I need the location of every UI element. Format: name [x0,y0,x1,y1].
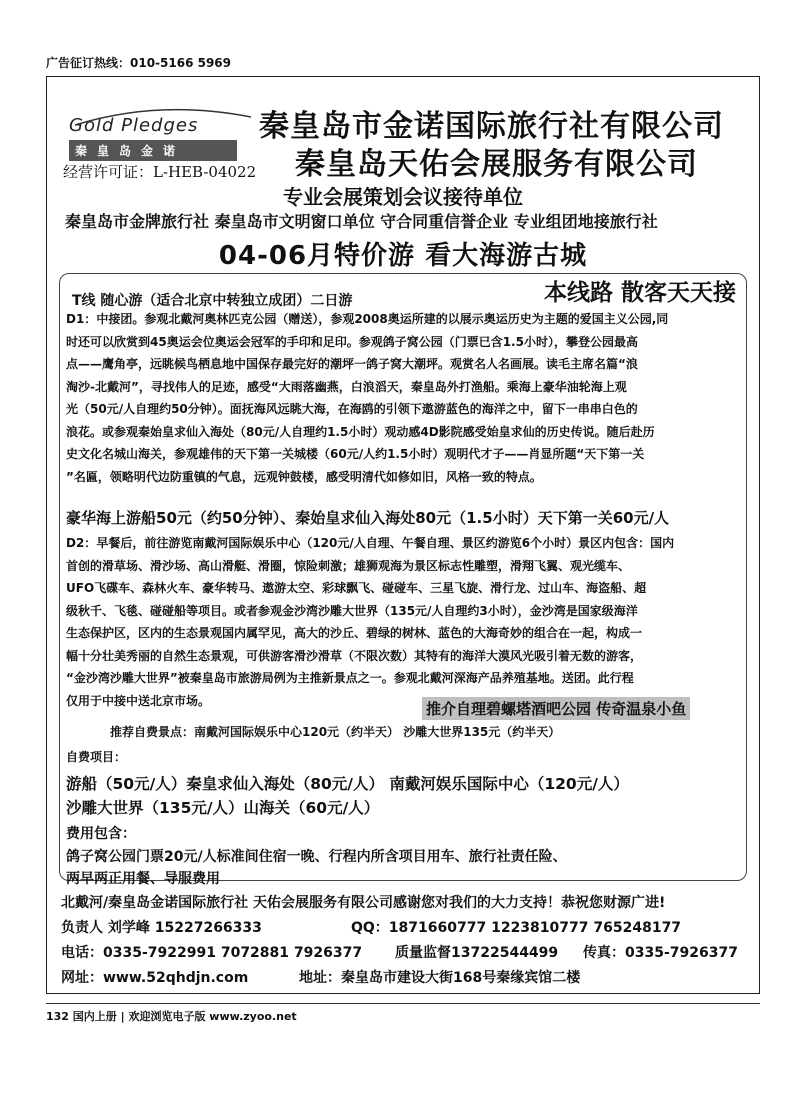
business-license: 经营许可证：L-HEB-04022 [63,163,257,181]
recommended-attractions: 推荐自费景点：南戴河国际娱乐中心120元（约半天） 沙雕大世界135元（约半天） [110,725,561,739]
company-logo [69,107,249,161]
self-pay-label: 自费项目： [66,750,127,764]
company-name-secondary: 秦皇岛天佑会展服务有限公司 [295,147,698,182]
contact-row-2 [61,942,751,962]
contact-row-1 [61,917,751,937]
itinerary-box [59,273,747,887]
optional-prices: 豪华海上游船50元（约50分钟）、秦始皇求仙入海处80元（1.5小时）天下第一关60元/人 [66,509,670,527]
footer-divider [46,1003,760,1004]
self-pay-line: 游船（50元/人）秦皇求仙入海处（80元/人） 南戴河娱乐国际中心（120元/人） [66,775,629,793]
day1-label: D1： [66,312,97,326]
contact-qq: QQ：1871660777 1223810777 765248177 [351,920,682,936]
logo-swoosh-icon [69,103,255,131]
day2-text: 早餐后，前往游览南戴河国际娱乐中心（120元/人自理、午餐自理、景区约游览6个小时）景区内包含：国内 首创的滑草场、滑沙场、高山滑艇、滑圈，惊险刺激；雄狮观海为景区标志性雕塑，滑翔飞翼、观光缆车、 UFO飞碟车、森林火车、豪华转马、遨游太空、彩球飘飞、碰碰车、三星飞旋、滑行龙、过山车、海盗船、超 级秋千、飞毯、碰碰船等项目。或者参观金沙湾沙雕大世界（135元/人自理约3小时），金沙湾是国家级海洋 生态保护区，区内的生态景观国内属罕见，高大的沙丘、碧绿的树林、蓝色的大海奇妙的组合在一起，构成一 幅十分壮美秀丽的自然生态景观，可供游客滑沙滑草（不限次数）其特有的海洋大漠风光吸引着无数的游客， “金沙湾沙雕大世界”被秦皇岛市旅游局例为主推新景点之一。参观北戴河深海产品养殖基地。送团。此行程 仅用于中接中送北京市场。 [66,536,675,708]
advertisement-box [46,76,760,994]
self-pay-items [66,772,629,820]
contact-person: 负责人 刘学峰 15227266333 [61,920,262,936]
slogan-main: 专业会展策划会议接待单位 [283,185,523,209]
self-pay-line: 沙雕大世界（135元/人）山海关（60元/人） [66,799,380,817]
route-badge: 本线路 散客天天接 [543,280,736,306]
contact-row-3 [61,967,751,987]
contact-website: 网址：www.52qhdjn.com [61,970,249,986]
fee-line: 两早两正用餐、导服费用 [66,871,220,887]
ad-hotline: 广告征订热线：010-5166 5969 [46,56,232,70]
contact-quality: 质量监督13722544499 [395,945,559,961]
logo-wordmark: Gold Pledges [69,115,199,136]
page-footer: 132 国内上册 | 欢迎浏览电子版 www.zyoo.net [46,1010,297,1023]
contact-address: 地址：秦皇岛市建设大街168号秦缘宾馆二楼 [299,970,581,986]
fee-included-label: 费用包含： [66,826,136,842]
company-name-primary: 秦皇岛市金诺国际旅行社有限公司 [259,109,724,144]
contact-fax: 传真：0335-7926377 [583,945,738,961]
thanks-line: 北戴河/秦皇岛金诺国际旅行社 天佑会展服务有限公司感谢您对我们的大力支持！恭祝您财源广进! [61,895,666,911]
promo-highlight: 推介自理碧螺塔酒吧公园 传奇温泉小鱼 [422,697,690,720]
route-title: T线 随心游（适合北京中转独立成团）二日游 [72,293,353,309]
promo-headline: 04-06月特价游 看大海游古城 [218,241,588,271]
day2-label: D2： [66,536,97,550]
day1-itinerary [66,308,744,488]
slogan-honors: 秦皇岛市金牌旅行社 秦皇岛市文明窗口单位 守合同重信誉企业 专业组团地接旅行社 [65,212,658,231]
contact-phone: 电话：0335-7922991 7072881 7926377 [61,945,363,961]
logo-chinese-name: 秦皇岛金诺 [69,140,237,161]
fee-included-items [66,846,567,890]
day2-itinerary [66,532,744,712]
fee-line: 鸽子窝公园门票20元/人标准间住宿一晚、行程内所含项目用车、旅行社责任险、 [66,849,567,865]
day1-text: 中接团。参观北戴河奥林匹克公园（赠送），参观2008奥运所建的以展示奥运历史为主题的爱国主义公园,同 时还可以欣赏到45奥运会位奥运会冠军的手印和足印。参观鸽子窝公园（门票已含1.5小时），攀登公园最高 点——鹰角亭，远眺候鸟栖息地中国保存最完好的潮坪一鸽子窝大潮坪。观赏名人名画展。读毛主席名篇“浪 淘沙-北戴河”，寻找伟人的足迹，感受“大雨落幽燕，白浪滔天，秦皇岛外打渔船。乘海上豪华油轮海上观 光（50元/人自理约50分钟）。面抚海风远眺大海，在海鸥的引领下遨游蓝色的海洋之中，留下一串串白色的 浪花。或参观秦始皇求仙入海处（80元/人自理约1.5小时）观动感4D影院感受始皇求仙的历史传说。随后赴历 史文化名城山海关，参观雄伟的天下第一关城楼（60元/人约1.5小时）观明代才子——肖显所题“天下第一关 ”名匾，领略明代边防重镇的气息，远观钟鼓楼，感受明清代如修如旧，风格一致的特点。 [66,312,669,484]
